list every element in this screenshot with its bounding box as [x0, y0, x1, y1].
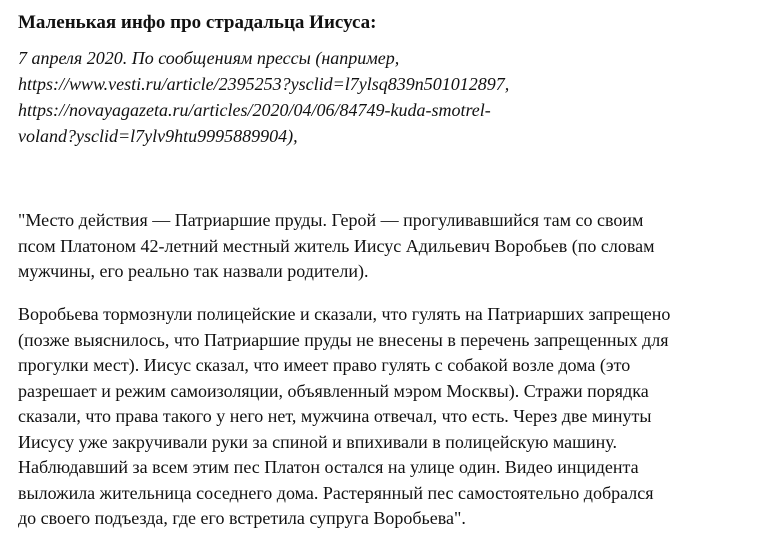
quote-paragraph-2: [18, 302, 738, 532]
paragraph-line: Наблюдавший за всем этим пес Платон остался на улице один. Видео инцидента: [18, 457, 639, 477]
paragraph-line: псом Платоном 42-летний местный житель Иисус Адильевич Воробьев (по словам: [18, 235, 655, 256]
source-references: [18, 45, 618, 149]
paragraph-line: "Место действия — Патриаршие пруды. Герой — прогуливавшийся там со своим: [18, 210, 644, 230]
document-heading: Маленькая инфо про страдальца Иисуса:: [18, 12, 377, 33]
paragraph-line: (позже выяснилось, что Патриаршие пруды не внесены в перечень запрещенных для: [18, 329, 669, 350]
source-link-novayagazeta: https://novayagazeta.ru/articles/2020/04/06/84749-kuda-smotrel-: [18, 100, 491, 120]
paragraph-line: до своего подъезда, где его встретила супруга Воробьева".: [18, 508, 466, 528]
paragraph-line: разрешает и режим самоизоляции, объявленный мэром Москвы). Стражи порядка: [18, 380, 649, 401]
source-link-vesti: https://www.vesti.ru/article/2395253?ysclid=l7ylsq839n501012897,: [18, 74, 510, 94]
paragraph-line: выложила жительница соседнего дома. Растерянный пес самостоятельно добрался: [18, 482, 654, 503]
paragraph-line: Иисусу уже закручивали руки за спиной и впихивали в полицейскую машину.: [18, 431, 617, 452]
paragraph-line: Воробьева тормознули полицейские и сказали, что гулять на Патриарших запрещено: [18, 304, 671, 324]
paragraph-line: прогулки мест). Иисус сказал, что имеет право гулять с собакой возле дома (это: [18, 355, 631, 375]
paragraph-line: мужчины, его реально так назвали родители).: [18, 261, 369, 281]
paragraph-line: сказали, что права такого у него нет, мужчина отвечал, что есть. Через две минуты: [18, 406, 652, 426]
source-date-line: 7 апреля 2020. По сообщениям прессы (например,: [18, 48, 400, 68]
quote-paragraph-1: [18, 208, 738, 285]
source-link-novayagazeta-cont: voland?ysclid=l7ylv9htu9995889904),: [18, 126, 298, 146]
